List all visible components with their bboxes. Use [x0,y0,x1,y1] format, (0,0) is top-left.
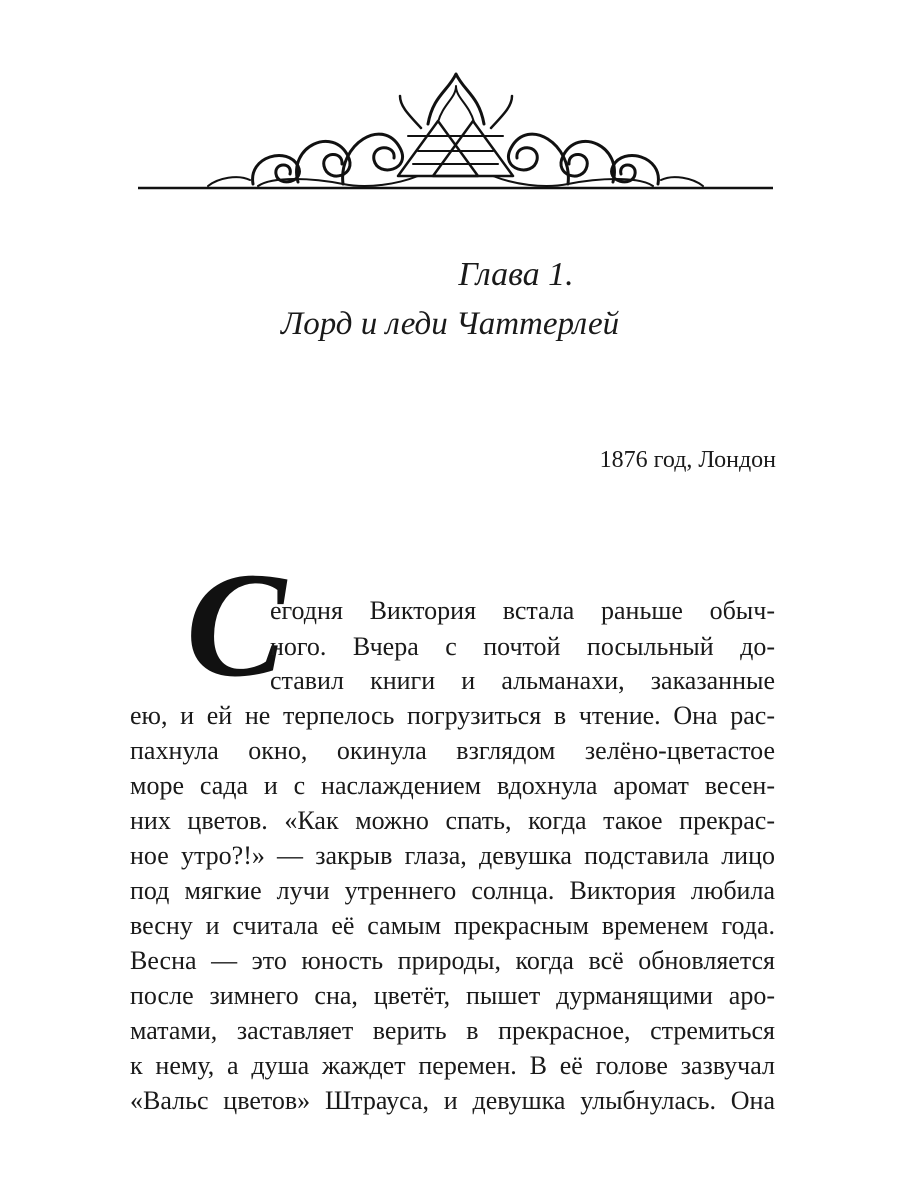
dateline: 1876 год, Лондон [599,447,776,473]
text-line: весну и считала её самым прекрасным временем года. [130,911,775,940]
text-line: под мягкие лучи утреннего солнца. Виктория любила [130,876,775,905]
text-line: ного. Вчера с почтой посыльный до- [270,632,775,661]
drop-cap [186,542,287,708]
text-line: ное утро?!» — закрыв глаза, девушка подставила лицо [130,841,775,870]
text-line: Весна — это юность природы, когда всё обновляется [130,946,775,975]
text-line: после зимнего сна, цветёт, пышет дурманящими аро- [130,981,775,1010]
text-line: них цветов. «Как можно спать, когда такое прекрас- [130,806,775,835]
drop-cap-letter: С [186,542,287,708]
chapter-title: Лорд и леди Чаттерлей [280,306,620,342]
chapter-number: Глава 1. [458,256,574,293]
text-line: пахнула окно, окинула взглядом зелёно-цветастое [130,736,775,765]
text-line: егодня Виктория встала раньше обыч- [270,596,775,625]
text-line: ею, и ей не терпелось погрузиться в чтение. Она рас- [130,701,775,730]
header-ornament [138,66,773,196]
text-line: матами, заставляет верить в прекрасное, стремиться [130,1016,775,1045]
text-line: море сада и с наслаждением вдохнула аромат весен- [130,771,775,800]
text-line: ставил книги и альманахи, заказанные [270,666,775,695]
text-line: «Вальс цветов» Штрауса, и девушка улыбнулась. Она [130,1086,775,1115]
text-line: к нему, а душа жаждет перемен. В её голове зазвучал [130,1051,775,1080]
